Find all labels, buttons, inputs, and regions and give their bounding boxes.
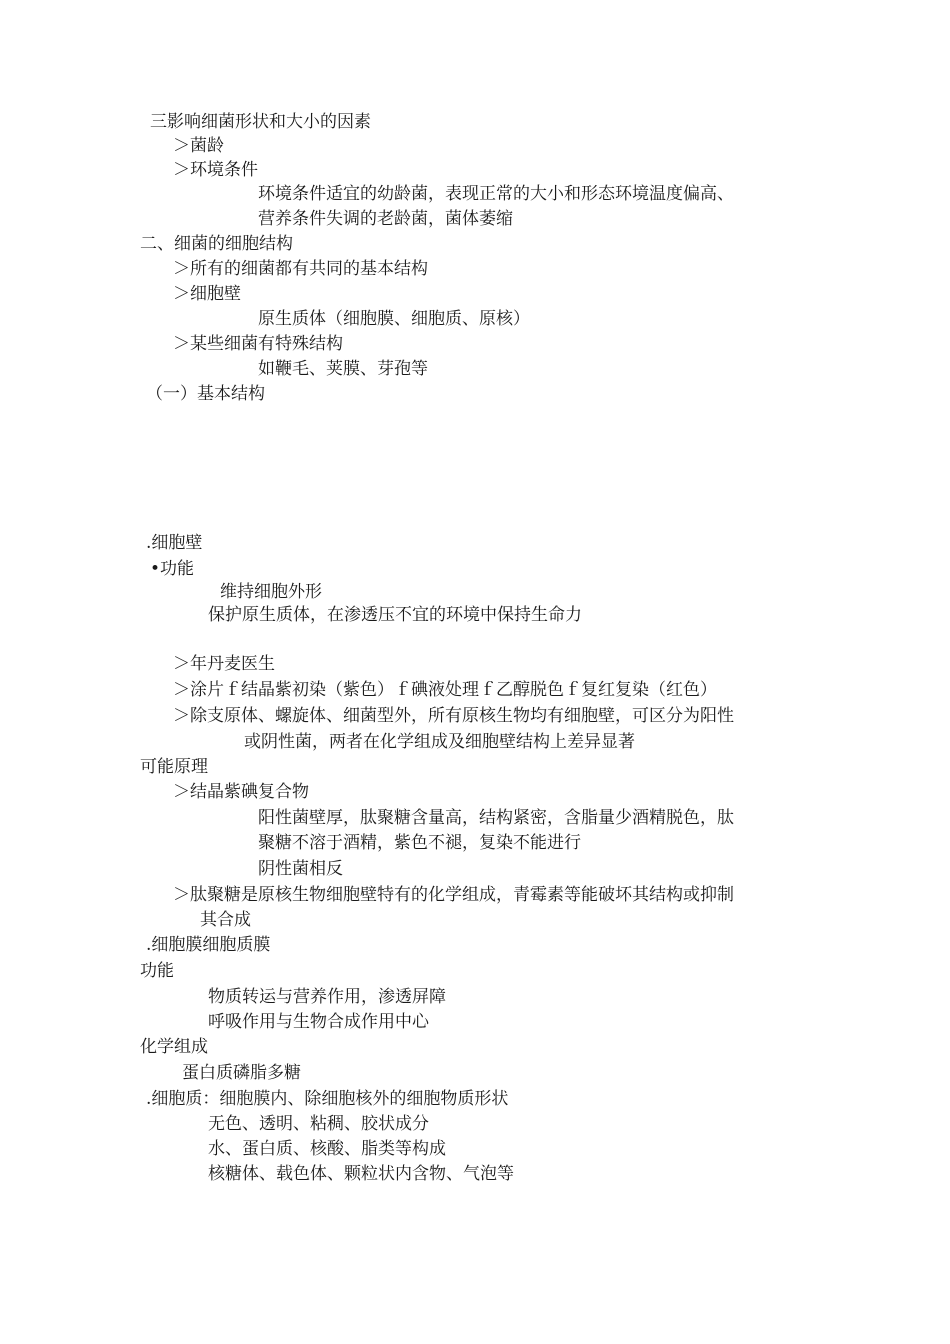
text-line: 如鞭毛、荚膜、芽孢等 <box>258 359 428 379</box>
text-line: 呼吸作用与生物合成作用中心 <box>208 1012 429 1032</box>
subsection-heading: .细胞质：细胞膜内、除细胞核外的细胞物质形状 <box>146 1089 509 1109</box>
bullet-item: ＞结晶紫碘复合物 <box>173 782 309 802</box>
text-line: 环境条件适宜的幼龄菌，表现正常的大小和形态环境温度偏高、 <box>258 184 734 204</box>
text-line: 其合成 <box>200 910 251 930</box>
text-line: 营养条件失调的老龄菌，菌体萎缩 <box>258 209 513 229</box>
text-line: 阴性菌相反 <box>258 859 343 879</box>
bullet-item: ＞所有的细菌都有共同的基本结构 <box>173 259 428 279</box>
text-line: 无色、透明、粘稠、胶状成分 <box>208 1114 429 1134</box>
text-line: 原生质体（细胞膜、细胞质、原核） <box>258 309 530 329</box>
bullet-item: ＞菌龄 <box>173 136 224 156</box>
text-line: 维持细胞外形 <box>220 582 322 602</box>
bullet-item: ＞除支原体、螺旋体、细菌型外，所有原核生物均有细胞壁，可区分为阳性 <box>173 706 734 726</box>
bullet-item: ＞某些细菌有特殊结构 <box>173 334 343 354</box>
label-line: •功能 <box>150 559 195 579</box>
bullet-item: ＞涂片ｆ结晶紫初染（紫色）ｆ碘液处理ｆ乙醇脱色ｆ复红复染（红色） <box>173 680 717 700</box>
bullet-item: ＞细胞壁 <box>173 284 241 304</box>
bullet-item: ＞年丹麦医生 <box>173 654 275 674</box>
label-line: 功能 <box>140 961 174 981</box>
label-line: 可能原理 <box>140 757 208 777</box>
text-line: 或阴性菌，两者在化学组成及细胞壁结构上差异显著 <box>244 732 635 752</box>
text-line: 物质转运与营养作用，渗透屏障 <box>208 987 446 1007</box>
text-line: 核糖体、载色体、颗粒状内含物、气泡等 <box>208 1164 514 1184</box>
subsection-heading: .细胞膜细胞质膜 <box>146 935 271 955</box>
text-line: 水、蛋白质、核酸、脂类等构成 <box>208 1139 446 1159</box>
subsection-heading: .细胞壁 <box>146 533 203 553</box>
section-heading: 二、细菌的细胞结构 <box>140 234 293 254</box>
text-line: 阳性菌壁厚，肽聚糖含量高，结构紧密，含脂量少酒精脱色，肽 <box>258 808 734 828</box>
bullet-item: ＞环境条件 <box>173 160 258 180</box>
text-line: 聚糖不溶于酒精，紫色不褪，复染不能进行 <box>258 833 581 853</box>
text-line: 保护原生质体，在渗透压不宜的环境中保持生命力 <box>208 605 582 625</box>
text-line: 蛋白质磷脂多糖 <box>182 1063 301 1083</box>
bullet-item: ＞肽聚糖是原核生物细胞壁特有的化学组成，青霉素等能破坏其结构或抑制 <box>173 885 734 905</box>
subsection-heading: （一）基本结构 <box>146 384 265 404</box>
label-line: 化学组成 <box>140 1037 208 1057</box>
heading-factors: 三影响细菌形状和大小的因素 <box>150 112 371 132</box>
